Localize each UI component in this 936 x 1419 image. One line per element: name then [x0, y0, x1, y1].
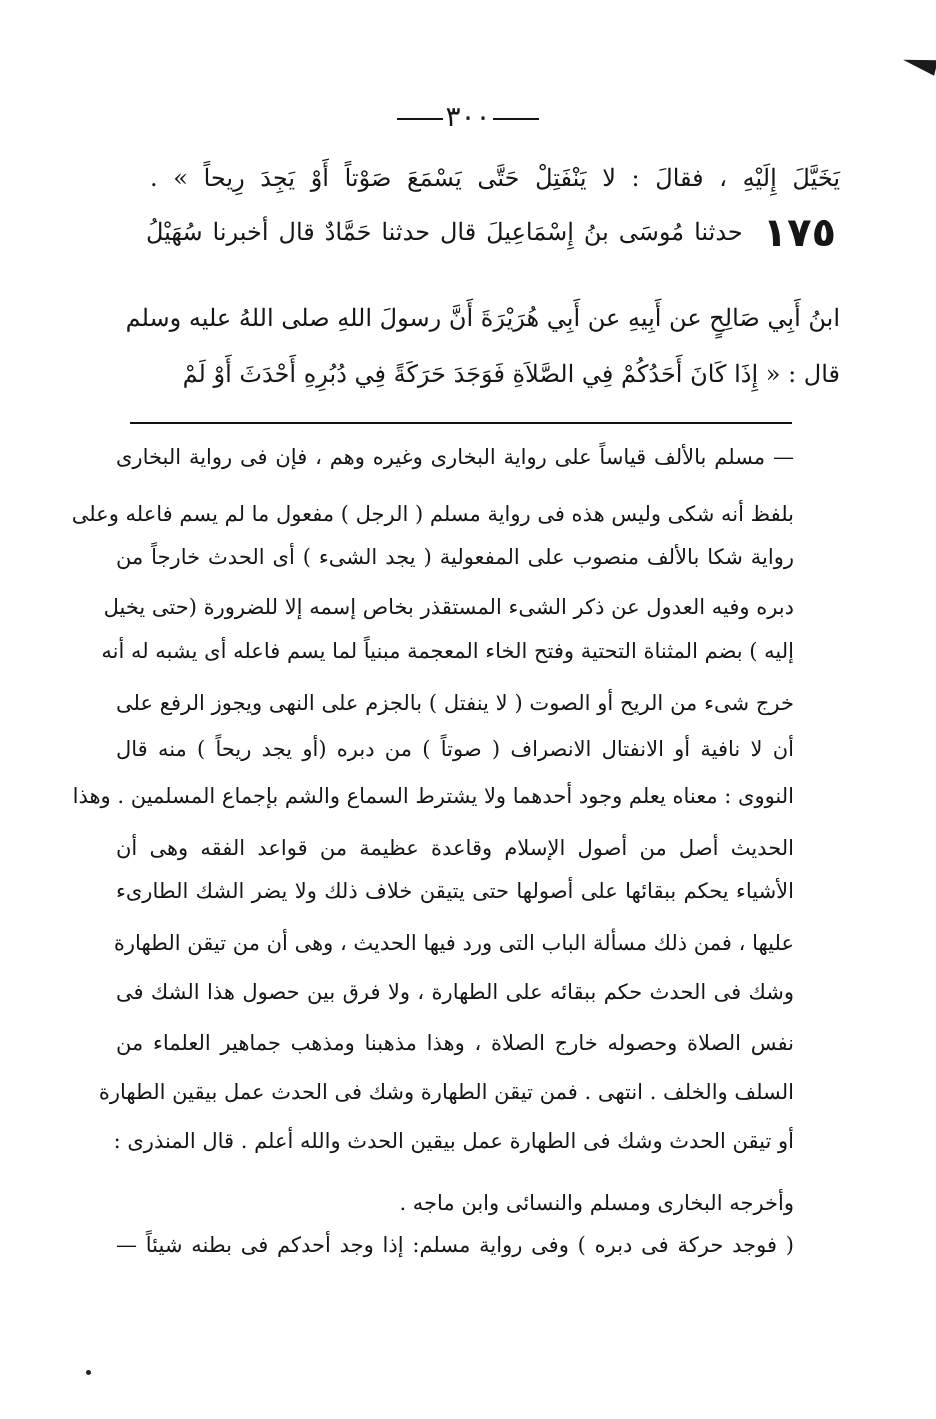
- commentary-line: عليها ، فمن ذلك مسألة الباب التى ورد فيها الحديث ، وهى أن من تيقن الطهارة: [113, 931, 794, 955]
- commentary-line: خرج شىء من الريح أو الصوت ( لا ينفتل ) بالجزم على النهى ويجوز الرفع على: [116, 691, 794, 715]
- commentary-line: — مسلم بالألف قياساً على رواية البخارى وغيره وهم ، فإن فى رواية البخارى: [116, 445, 794, 469]
- commentary-line: دبره وفيه العدول عن ذكر الشىء المستقذر بخاص إسمه إلا للضرورة (حتى يخيل: [103, 595, 794, 619]
- hadith-line: [146, 210, 836, 256]
- commentary-line: وشك فى الحدث حكم ببقائه على الطهارة ، ولا فرق بين حصول هذا الشك فى: [116, 980, 794, 1004]
- commentary-line: الأشياء يحكم ببقائها على أصولها حتى يتيقن خلاف ذلك ولا يضر الشك الطارىء: [116, 879, 794, 903]
- page-number-dash-right: [493, 118, 539, 120]
- hadith-line: ابنُ أَبِي صَالِحٍ عن أَبِيهِ عن أَبِي هُرَيْرَةَ أَنَّ رسولَ اللهِ صلى اللهُ عليه وسلم: [125, 304, 840, 332]
- hadith-number: ١٧٥: [762, 210, 836, 256]
- margin-dot: [86, 1370, 91, 1375]
- commentary-line: النووى : معناه يعلم وجود أحدهما ولا يشترط السماع والشم بإجماع المسلمين . وهذا: [72, 784, 794, 808]
- commentary-line: أو تيقن الحدث وشك فى الطهارة عمل بيقين الحدث والله أعلم . قال المنذرى :: [113, 1129, 794, 1153]
- hadith-line: قال : « إِذَا كَانَ أَحَدُكُمْ فِي الصَّلاَةِ فَوَجَدَ حَرَكَةً فِي دُبُرِهِ أَحْدَثَ أَوْ لَمْ: [182, 360, 840, 388]
- commentary-line: ( فوجد حركة فى دبره ) وفى رواية مسلم: إذا وجد أحدكم فى بطنه شيئاً —: [116, 1233, 794, 1257]
- commentary-line: السلف والخلف . انتهى . فمن تيقن الطهارة وشك فى الحدث عمل بيقين الطهارة: [98, 1080, 794, 1104]
- commentary-line: الحديث أصل من أصول الإسلام وقاعدة عظيمة من قواعد الفقه وهى أن: [116, 836, 794, 860]
- hadith-line-text: حدثنا مُوسَى بنُ إِسْمَاعِيلَ قال حدثنا حَمَّادٌ قال أخبرنا سُهَيْلُ: [146, 218, 743, 246]
- page-number: [0, 100, 936, 133]
- page-corner-mark: [901, 52, 936, 76]
- commentary-line: نفس الصلاة وحصوله خارج الصلاة ، وهذا مذهبنا ومذهب جماهير العلماء من: [116, 1031, 794, 1055]
- commentary-line: وأخرجه البخارى ومسلم والنسائى وابن ماجه .: [399, 1191, 794, 1215]
- commentary-line: إليه ) بضم المثناة التحتية وفتح الخاء المعجمة مبنياً لما يسم فاعله أى يشبه له أنه: [101, 639, 794, 663]
- commentary-line: أن لا نافية أو الانفتال الانصراف ( صوتاً ) من دبره (أو يجد ريحاً ) منه قال: [116, 737, 794, 761]
- commentary-line: بلفظ أنه شكى وليس هذه فى رواية مسلم ( الرجل ) مفعول ما لم يسم فاعله وعلى: [71, 502, 794, 526]
- page-number-dash-left: [397, 118, 443, 120]
- page-number-value: ٣٠٠: [445, 100, 491, 133]
- commentary-line: رواية شكا بالألف منصوب على المفعولية ( يجد الشىء ) أى الحدث خارجاً من: [116, 545, 794, 569]
- footnote-separator: [130, 422, 792, 424]
- hadith-line: يَخَيَّلَ إِلَيْهِ ، فقالَ : لا يَنْفَتِلْ حَتَّى يَسْمَعَ صَوْتاً أَوْ يَجِدَ رِيحاً » .: [150, 164, 840, 192]
